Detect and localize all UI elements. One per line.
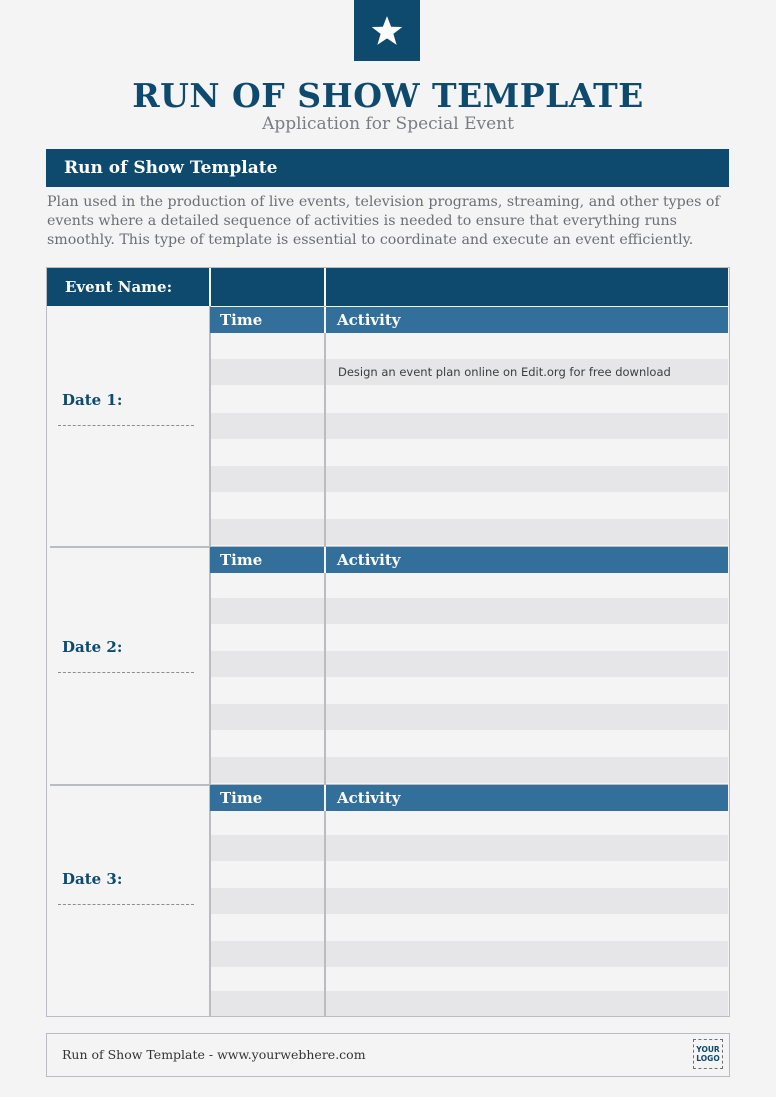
row-stripe (210, 757, 728, 783)
row-stripe (210, 888, 728, 914)
row-stripe (210, 835, 728, 861)
date-1-field[interactable] (58, 425, 194, 426)
column-divider (324, 306, 326, 1016)
time-header: Time (220, 551, 263, 569)
header-divider (209, 268, 211, 306)
time-activity-header (210, 307, 728, 333)
footer (46, 1033, 730, 1077)
date-3-label: Date 3: (62, 870, 123, 888)
logo-placeholder: YOUR LOGO (693, 1039, 723, 1069)
page-subtitle: Application for Special Event (262, 114, 514, 134)
header-divider (324, 307, 326, 333)
star-badge (354, 0, 420, 61)
date-1-label: Date 1: (62, 391, 123, 409)
header-divider (324, 547, 326, 573)
row-stripe (210, 466, 728, 492)
row-stripe (210, 941, 728, 967)
event-name-label: Event Name: (65, 278, 173, 296)
row-stripe (210, 991, 728, 1016)
date-2-field[interactable] (58, 672, 194, 673)
time-activity-header (210, 785, 728, 811)
activity-header: Activity (337, 789, 401, 807)
row-stripe (210, 413, 728, 439)
section-title: Run of Show Template (46, 149, 729, 187)
star-icon (370, 14, 404, 48)
event-note: Design an event plan online on Edit.org for free download (338, 365, 671, 379)
header-divider (324, 785, 326, 811)
time-header: Time (220, 789, 263, 807)
page-title: RUN OF SHOW TEMPLATE (132, 76, 644, 115)
row-stripe (210, 651, 728, 677)
section-description: Plan used in the production of live events, television programs, streaming, and other types of events where a detailed sequence of activities is needed to ensure that everything runs smoothly. This type of template is essential to coordinate and execute an event efficiently. (47, 194, 720, 248)
footer-text: Run of Show Template - www.yourwebhere.com (62, 1047, 366, 1062)
column-divider (209, 306, 211, 1016)
row-stripe (210, 519, 728, 545)
activity-header: Activity (337, 311, 401, 329)
event-name-row (47, 268, 728, 306)
activity-header: Activity (337, 551, 401, 569)
date-3-field[interactable] (58, 904, 194, 905)
row-stripe (210, 598, 728, 624)
row-stripe (210, 704, 728, 730)
header-divider (324, 268, 326, 306)
date-2-label: Date 2: (62, 638, 123, 656)
run-of-show-table (46, 267, 730, 1017)
time-activity-header (210, 547, 728, 573)
time-header: Time (220, 311, 263, 329)
